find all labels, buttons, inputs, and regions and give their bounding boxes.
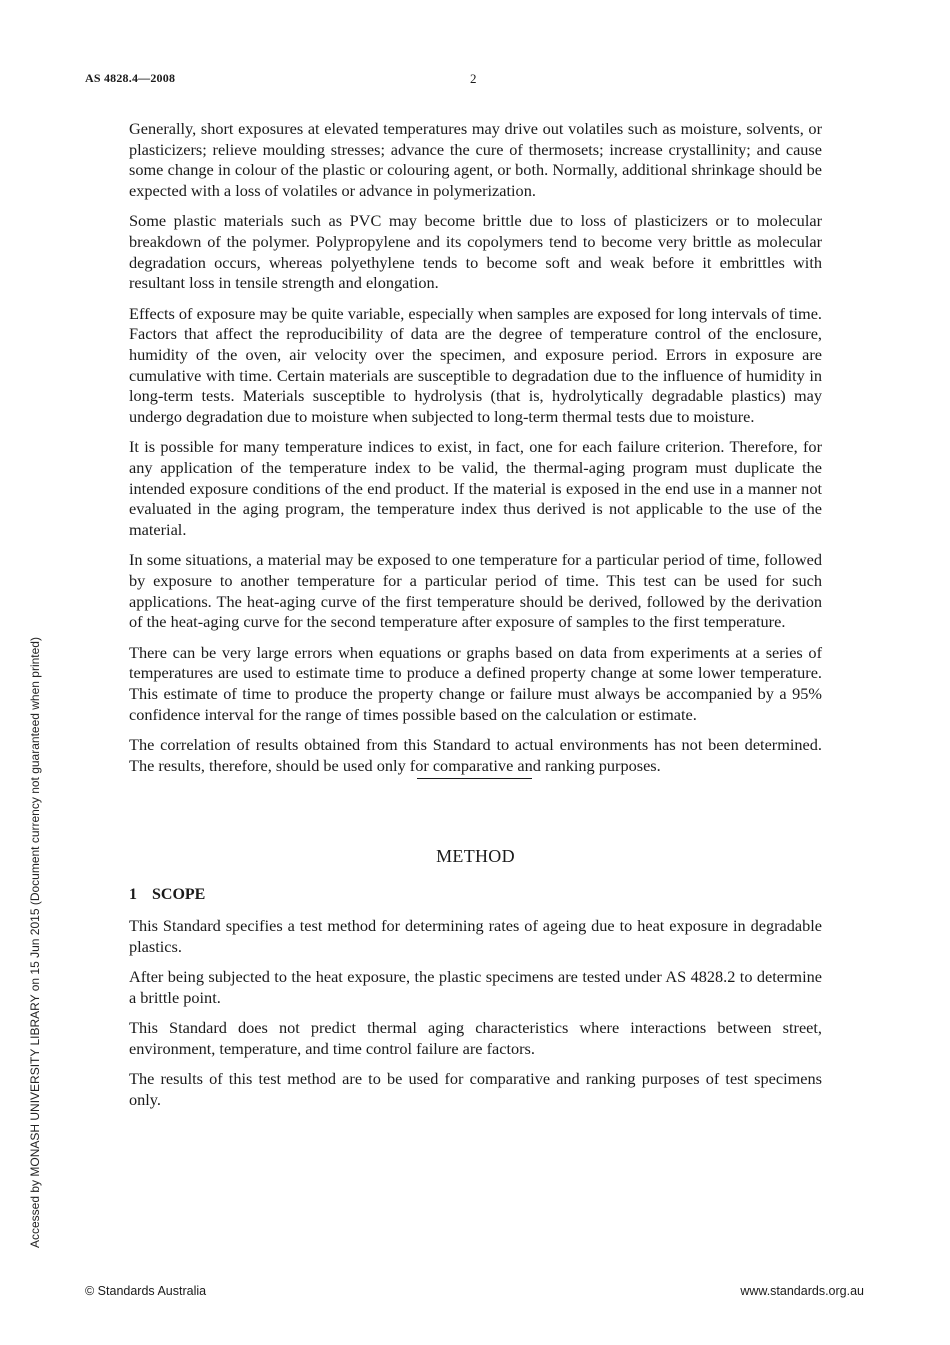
scope-number: 1 xyxy=(129,885,137,903)
intro-paragraph: Generally, short exposures at elevated temperatures may drive out volatiles such as moisture, solvents, or plasticizers; relieve moulding stresses; advance the cure of thermosets; increase crystallinity; and cause some change in colour of the plastic or colouring agent, or both. Normally, additional shrinkage should be expected with a loss of volatiles or advance in polymerization. xyxy=(129,119,822,201)
intro-paragraph: The correlation of results obtained from this Standard to actual environments has not been determined. The results, therefore, should be used only for comparative and ranking purposes. xyxy=(129,734,822,775)
scope-paragraph: After being subjected to the heat exposure, the plastic specimens are tested under AS 4828.2 to determine a brittle point. xyxy=(129,967,822,1007)
section-divider xyxy=(417,778,532,779)
intro-paragraph: There can be very large errors when equations or graphs based on data from experiments at a series of temperatures are used to estimate time to produce a defined property change at some lower temperature. This estimate of time to produce the property change or failure must always be accompanied by a 95% confidence interval for the range of times possible based on the calculation or estimate. xyxy=(129,642,822,724)
page-body xyxy=(129,119,822,1120)
scope-paragraph: This Standard does not predict thermal aging characteristics where interactions between street, environment, temperature, and time control failure are factors. xyxy=(129,1018,822,1058)
scope-paragraph: The results of this test method are to be used for comparative and ranking purposes of test specimens only. xyxy=(129,1069,822,1109)
scope-title: SCOPE xyxy=(152,885,206,903)
scope-heading xyxy=(129,885,822,906)
footer-website-link[interactable]: www.standards.org.au xyxy=(740,1284,864,1298)
intro-paragraph: Effects of exposure may be quite variable, especially when samples are exposed for long intervals of time. Factors that affect the reproducibility of data are the degree of temperature control of the enclosure, humidity of the oven, air velocity over the specimen, and exposure period. Errors in exposure are cumulative with time. Certain materials are susceptible to degradation due to the influence of humidity in long-term tests. Materials susceptible to hydrolysis (that is, hydrolytically degradable plastics) may undergo degradation due to moisture when subjected to long-term thermal tests due to moisture. xyxy=(129,303,822,427)
scope-paragraph: This Standard specifies a test method for determining rates of ageing due to heat exposure in degradable plastics. xyxy=(129,916,822,956)
document-code: AS 4828.4—2008 xyxy=(85,71,176,85)
intro-paragraph: Some plastic materials such as PVC may become brittle due to loss of plasticizers or to molecular breakdown of the polymer. Polypropylene and its copolymers tend to become very brittle as molecular degradation occurs, whereas polyethylene tends to become soft and weak before it embrittles with resultant loss in tensile strength and elongation. xyxy=(129,211,822,293)
footer-copyright: © Standards Australia xyxy=(85,1284,207,1298)
method-heading: METHOD xyxy=(436,845,515,866)
intro-paragraph: In some situations, a material may be exposed to one temperature for a particular period of time, followed by exposure to another temperature for a particular period of time. This test can be used for such applications. The heat-aging curve of the first temperature should be derived, followed by the derivation of the heat-aging curve for the second temperature after exposure of samples to the first temperature. xyxy=(129,550,822,632)
intro-paragraph: It is possible for many temperature indices to exist, in fact, one for each failure criterion. Therefore, for any application of the temperature index to be valid, the thermal-aging program must duplicate the intended exposure conditions of the end product. If the material is exposed in the end use in a manner not evaluated in the aging program, the temperature index thus derived is not applicable to the use of the material. xyxy=(129,437,822,540)
access-note: Accessed by MONASH UNIVERSITY LIBRARY on 15 Jun 2015 (Document currency not guaranteed when printed) xyxy=(28,637,42,1248)
page-number: 2 xyxy=(470,71,477,86)
